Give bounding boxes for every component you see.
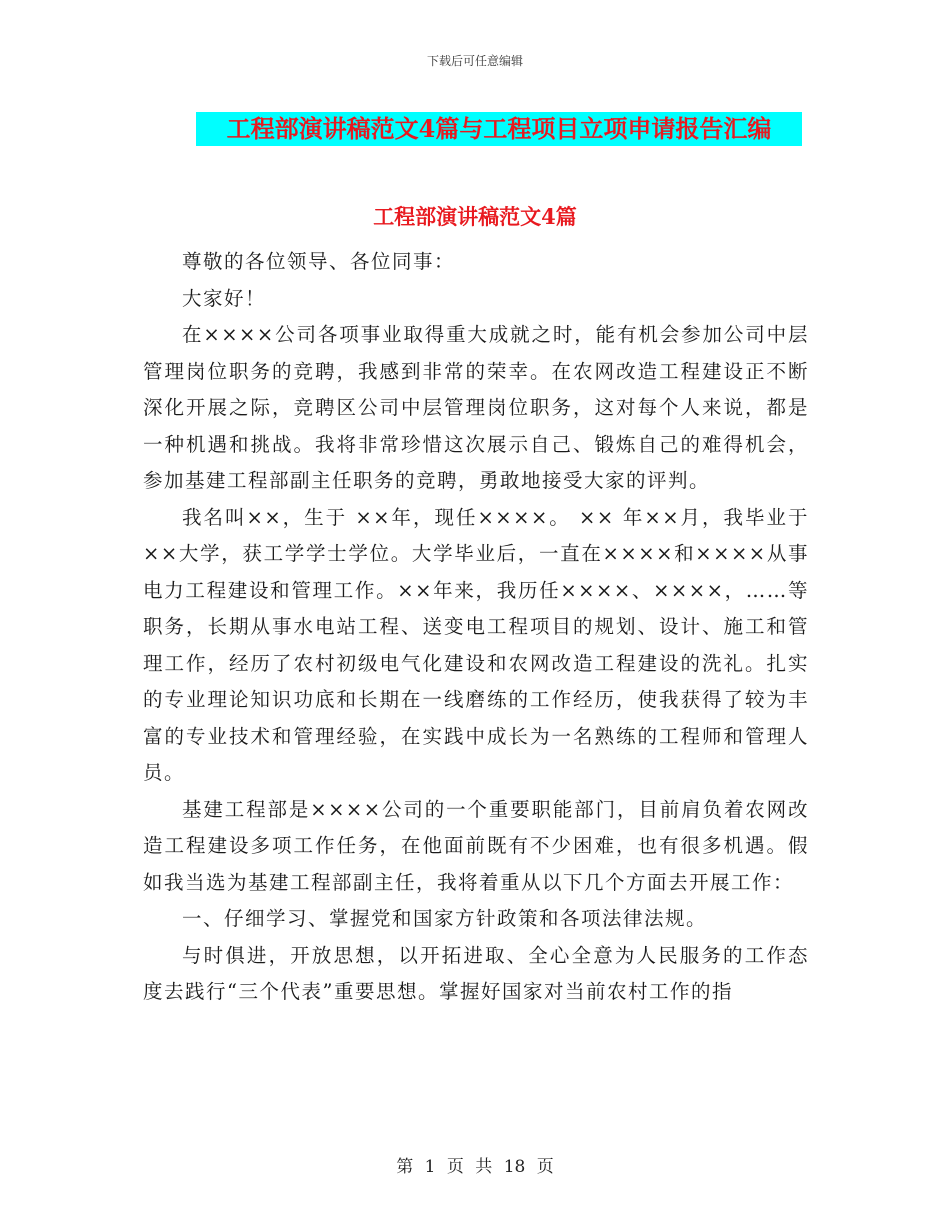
salutation: 尊敬的各位领导、各位同事： <box>182 250 456 273</box>
paragraph-department: 基建工程部是××××公司的一个重要职能部门，目前肩负着农网改造工程建设多项工作任务，在他面前既有不少困难，也有很多机遇。假如我当选为基建工程部副主任，我将着重从以下几个方面去开展工作： <box>143 797 809 894</box>
section-title: 工程部演讲稿范文4篇 <box>373 204 577 229</box>
document-body <box>143 244 809 1011</box>
paragraph-intro: 在××××公司各项事业取得重大成就之时，能有机会参加公司中层管理岗位职务的竞聘，我感到非常的荣幸。在农网改造工程建设正不断深化开展之际，竞聘区公司中层管理岗位职务，这对每个人来说，都是一种机遇和挑战。我将非常珍惜这次展示自己、锻炼自己的难得机会，参加基建工程部副主任职务的竞聘，勇敢地接受大家的评判。 <box>143 323 809 492</box>
paragraph-background: 我名叫××，生于 ××年，现任××××。 ×× 年××月，我毕业于××大学，获工学学士学位。大学毕业后，一直在××××和××××从事电力工程建设和管理工作。××年来，我历任××××、××××，……等职务，长期从事水电站工程、送变电工程项目的规划、设计、施工和管理工作，经历了农村初级电气化建设和农网改造工程建设的洗礼。扎实的专业理论知识功底和长期在一线磨练的工作经历，使我获得了较为丰富的专业技术和管理经验，在实践中成长为一名熟练的工程师和管理人员。 <box>143 505 809 784</box>
page-header-note: 下载后可任意编辑 <box>426 54 523 68</box>
page-footer: 第 1 页 共 18 页 <box>396 1157 554 1177</box>
greeting: 大家好！ <box>182 286 267 310</box>
document-title: 工程部演讲稿范文4篇与工程项目立项申请报告汇编 <box>226 114 772 143</box>
paragraph-point-one: 一、仔细学习、掌握党和国家方针政策和各项法律法规。 <box>182 907 708 930</box>
paragraph-detail: 与时俱进，开放思想，以开拓进取、全心全意为人民服务的工作态度去践行“三个代表”重要思想。掌握好国家对当前农村工作的指 <box>143 943 809 1003</box>
